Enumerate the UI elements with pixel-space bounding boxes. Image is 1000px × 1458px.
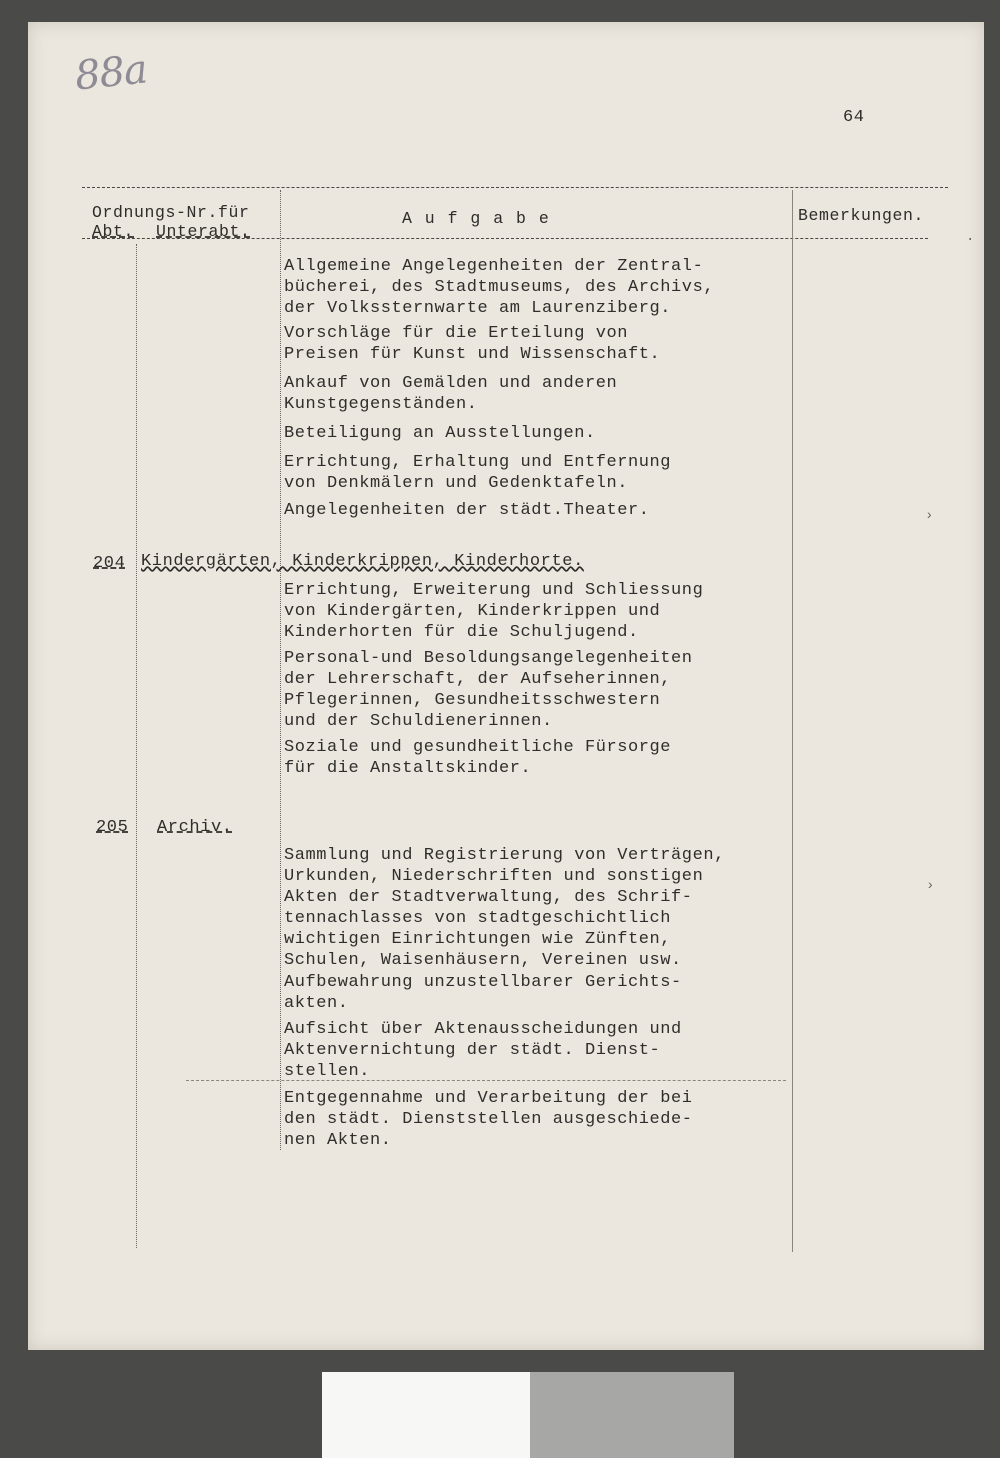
task-line: Aufsicht über Aktenausscheidungen und [284, 1020, 682, 1039]
task-item [284, 373, 617, 415]
task-line: Aufbewahrung unzustellbarer Gerichts- [284, 973, 682, 992]
header-aufgabe: A u f g a b e [402, 209, 551, 228]
task-line: Errichtung, Erhaltung und Entfernung [284, 453, 672, 472]
task-line: der Volkssternwarte am Laurenziberg. [284, 299, 672, 318]
task-line: Kunstgegenständen. [284, 395, 478, 414]
task-line: tennachlasses von stadtgeschichtlich [284, 909, 672, 928]
task-item [284, 1019, 682, 1082]
task-line: Vorschläge für die Erteilung von [284, 324, 629, 343]
column-divider-aufgabe [280, 190, 281, 1150]
task-line: Errichtung, Erweiterung und Schliessung [284, 581, 704, 600]
table-top-rule [82, 187, 948, 188]
task-line: Beteiligung an Ausstellungen. [284, 424, 596, 443]
task-line: stellen. [284, 1062, 371, 1081]
task-line: Kinderhorten für die Schuljugend. [284, 623, 639, 642]
stray-mark: · [966, 232, 975, 248]
task-line: für die Anstaltskinder. [284, 759, 532, 778]
scan-calibration-white [322, 1372, 530, 1458]
task-line: Urkunden, Niederschriften und sonstigen [284, 867, 704, 886]
task-line: von Denkmälern und Gedenktafeln. [284, 474, 629, 493]
task-line: Sammlung und Registrierung von Verträgen, [284, 846, 725, 865]
task-item [284, 256, 714, 319]
header-unterabt: Unterabt. [156, 222, 251, 241]
task-item [284, 452, 671, 494]
task-line: wichtigen Einrichtungen wie Zünften, [284, 930, 672, 949]
handwritten-note: 88a [72, 46, 149, 100]
task-line: Soziale und gesundheitliche Fürsorge [284, 738, 672, 757]
task-line: von Kindergärten, Kinderkrippen und [284, 602, 661, 621]
task-line: akten. [284, 994, 349, 1013]
task-line: Pflegerinnen, Gesundheitsschwestern [284, 691, 661, 710]
task-line: bücherei, des Stadtmuseums, des Archivs, [284, 278, 715, 297]
task-line: Angelegenheiten der städt.Theater. [284, 501, 650, 520]
task-line: der Lehrerschaft, der Aufseherinnen, [284, 670, 672, 689]
scan-calibration-gray [530, 1372, 734, 1458]
page-number: 64 [843, 108, 865, 127]
task-item [284, 500, 650, 521]
task-line: und der Schuldienerinnen. [284, 712, 553, 731]
task-line: nen Akten. [284, 1131, 392, 1150]
task-item [284, 972, 682, 1014]
column-divider-abt [136, 244, 137, 1248]
column-divider-bemerkungen [792, 190, 793, 1252]
task-line: Personal-und Besoldungsangelegenheiten [284, 649, 693, 668]
task-item [284, 323, 660, 365]
task-item [284, 845, 725, 971]
section-title-204: Kindergärten, Kinderkrippen, Kinderhorte. [141, 552, 584, 571]
section-number-205: 205 [96, 818, 129, 837]
stray-mark: › [925, 508, 934, 524]
task-item [284, 580, 703, 643]
stray-mark: › [926, 878, 935, 894]
task-line: Aktenvernichtung der städt. Dienst- [284, 1041, 661, 1060]
header-abt: Abt. [92, 222, 135, 241]
task-line: Ankauf von Gemälden und anderen [284, 374, 618, 393]
task-line: Allgemeine Angelegenheiten der Zentral- [284, 257, 704, 276]
header-ordnungs-nr: Ordnungs-Nr.für [92, 203, 250, 222]
task-item [284, 737, 671, 779]
section-number-204: 204 [93, 554, 126, 573]
task-item [284, 423, 596, 444]
task-line: Akten der Stadtverwaltung, des Schrif- [284, 888, 693, 907]
task-item [284, 648, 693, 732]
header-bemerkungen: Bemerkungen. [798, 206, 925, 225]
task-line: Preisen für Kunst und Wissenschaft. [284, 345, 661, 364]
task-line: Schulen, Waisenhäusern, Vereinen usw. [284, 951, 682, 970]
task-item [284, 1088, 693, 1151]
task-line: Entgegennahme und Verarbeitung der bei [284, 1089, 693, 1108]
task-line: den städt. Dienststellen ausgeschiede- [284, 1110, 693, 1129]
section-title-205: Archiv. [157, 818, 233, 837]
